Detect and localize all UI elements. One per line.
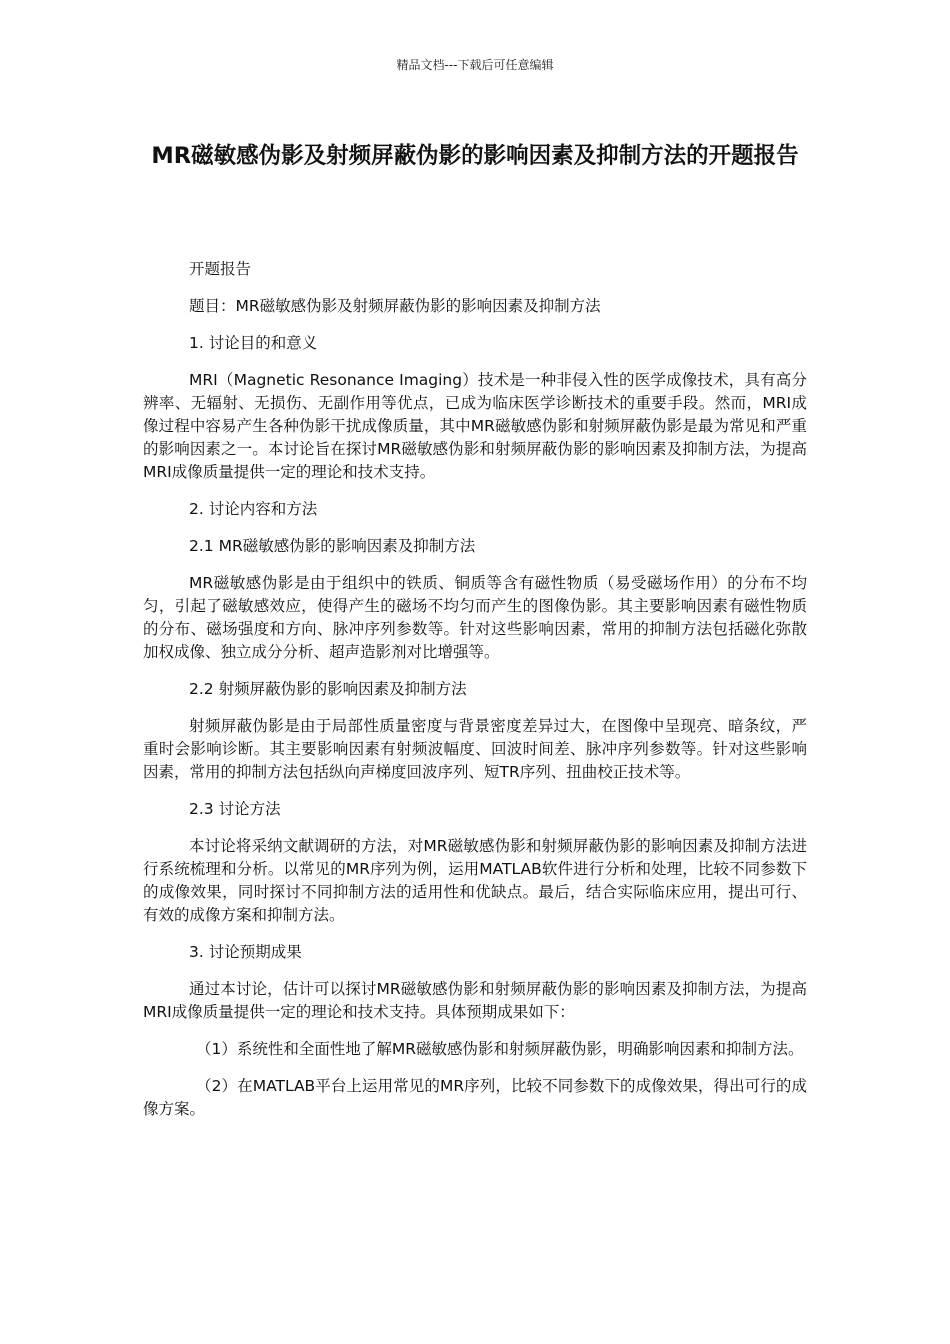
expected-result-item-2: （2）在MATLAB平台上运用常见的MR序列，比较不同参数下的成像效果，得出可行的成像方案。 [143,1077,807,1118]
subsection-heading-2-1: 2.1 MR磁敏感伪影的影响因素及抑制方法 [189,537,476,555]
document-title: MR磁敏感伪影及射频屏蔽伪影的影响因素及抑制方法的开题报告 [151,143,799,169]
report-topic: 题目：MR磁敏感伪影及射频屏蔽伪影的影响因素及抑制方法 [189,297,601,315]
section-3-paragraph: 通过本讨论，估计可以探讨MR磁敏感伪影和射频屏蔽伪影的影响因素及抑制方法，为提高MRI成像质量提供一定的理论和技术支持。具体预期成果如下： [143,980,807,1021]
expected-result-item-1: （1）系统性和全面性地了解MR磁敏感伪影和射频屏蔽伪影，明确影响因素和抑制方法。 [196,1040,804,1058]
subsection-heading-2-3: 2.3 讨论方法 [189,800,281,818]
report-label: 开题报告 [189,260,252,278]
subsection-2-2-paragraph: 射频屏蔽伪影是由于局部性质量密度与背景密度差异过大，在图像中呈现亮、暗条纹，严重时会影响诊断。其主要影响因素有射频波幅度、回波时间差、脉冲序列参数等。针对这些影响因素，常用的抑制方法包括纵向声梯度回波序列、短TR序列、扭曲校正技术等。 [143,717,807,781]
section-heading-1: 1. 讨论目的和意义 [189,334,318,352]
subsection-2-3-paragraph: 本讨论将采纳文献调研的方法，对MR磁敏感伪影和射频屏蔽伪影的影响因素及抑制方法进行系统梳理和分析。以常见的MR序列为例，运用MATLAB软件进行分析和处理，比较不同参数下的成像效果，同时探讨不同抑制方法的适用性和优缺点。最后，结合实际临床应用，提出可行、有效的成像方案和抑制方法。 [143,837,807,924]
header-note: 精品文档---下载后可任意编辑 [396,58,554,72]
document-body [143,258,807,1135]
subsection-heading-2-2: 2.2 射频屏蔽伪影的影响因素及抑制方法 [189,680,467,698]
subsection-2-1-paragraph: MR磁敏感伪影是由于组织中的铁质、铜质等含有磁性物质（易受磁场作用）的分布不均匀，引起了磁敏感效应，使得产生的磁场不均匀而产生的图像伪影。其主要影响因素有磁性物质的分布、磁场强度和方向、脉冲序列参数等。针对这些影响因素，常用的抑制方法包括磁化弥散加权成像、独立成分分析、超声造影剂对比增强等。 [143,574,807,661]
section-heading-2: 2. 讨论内容和方法 [189,500,318,518]
section-heading-3: 3. 讨论预期成果 [189,943,302,961]
section-1-paragraph: MRI（Magnetic Resonance Imaging）技术是一种非侵入性的医学成像技术，具有高分辨率、无辐射、无损伤、无副作用等优点，已成为临床医学诊断技术的重要手段。然而，MRI成像过程中容易产生各种伪影干扰成像质量，其中MR磁敏感伪影和射频屏蔽伪影是最为常见和严重的影响因素之一。本讨论旨在探讨MR磁敏感伪影和射频屏蔽伪影的影响因素及抑制方法，为提高MRI成像质量提供一定的理论和技术支持。 [143,371,807,481]
